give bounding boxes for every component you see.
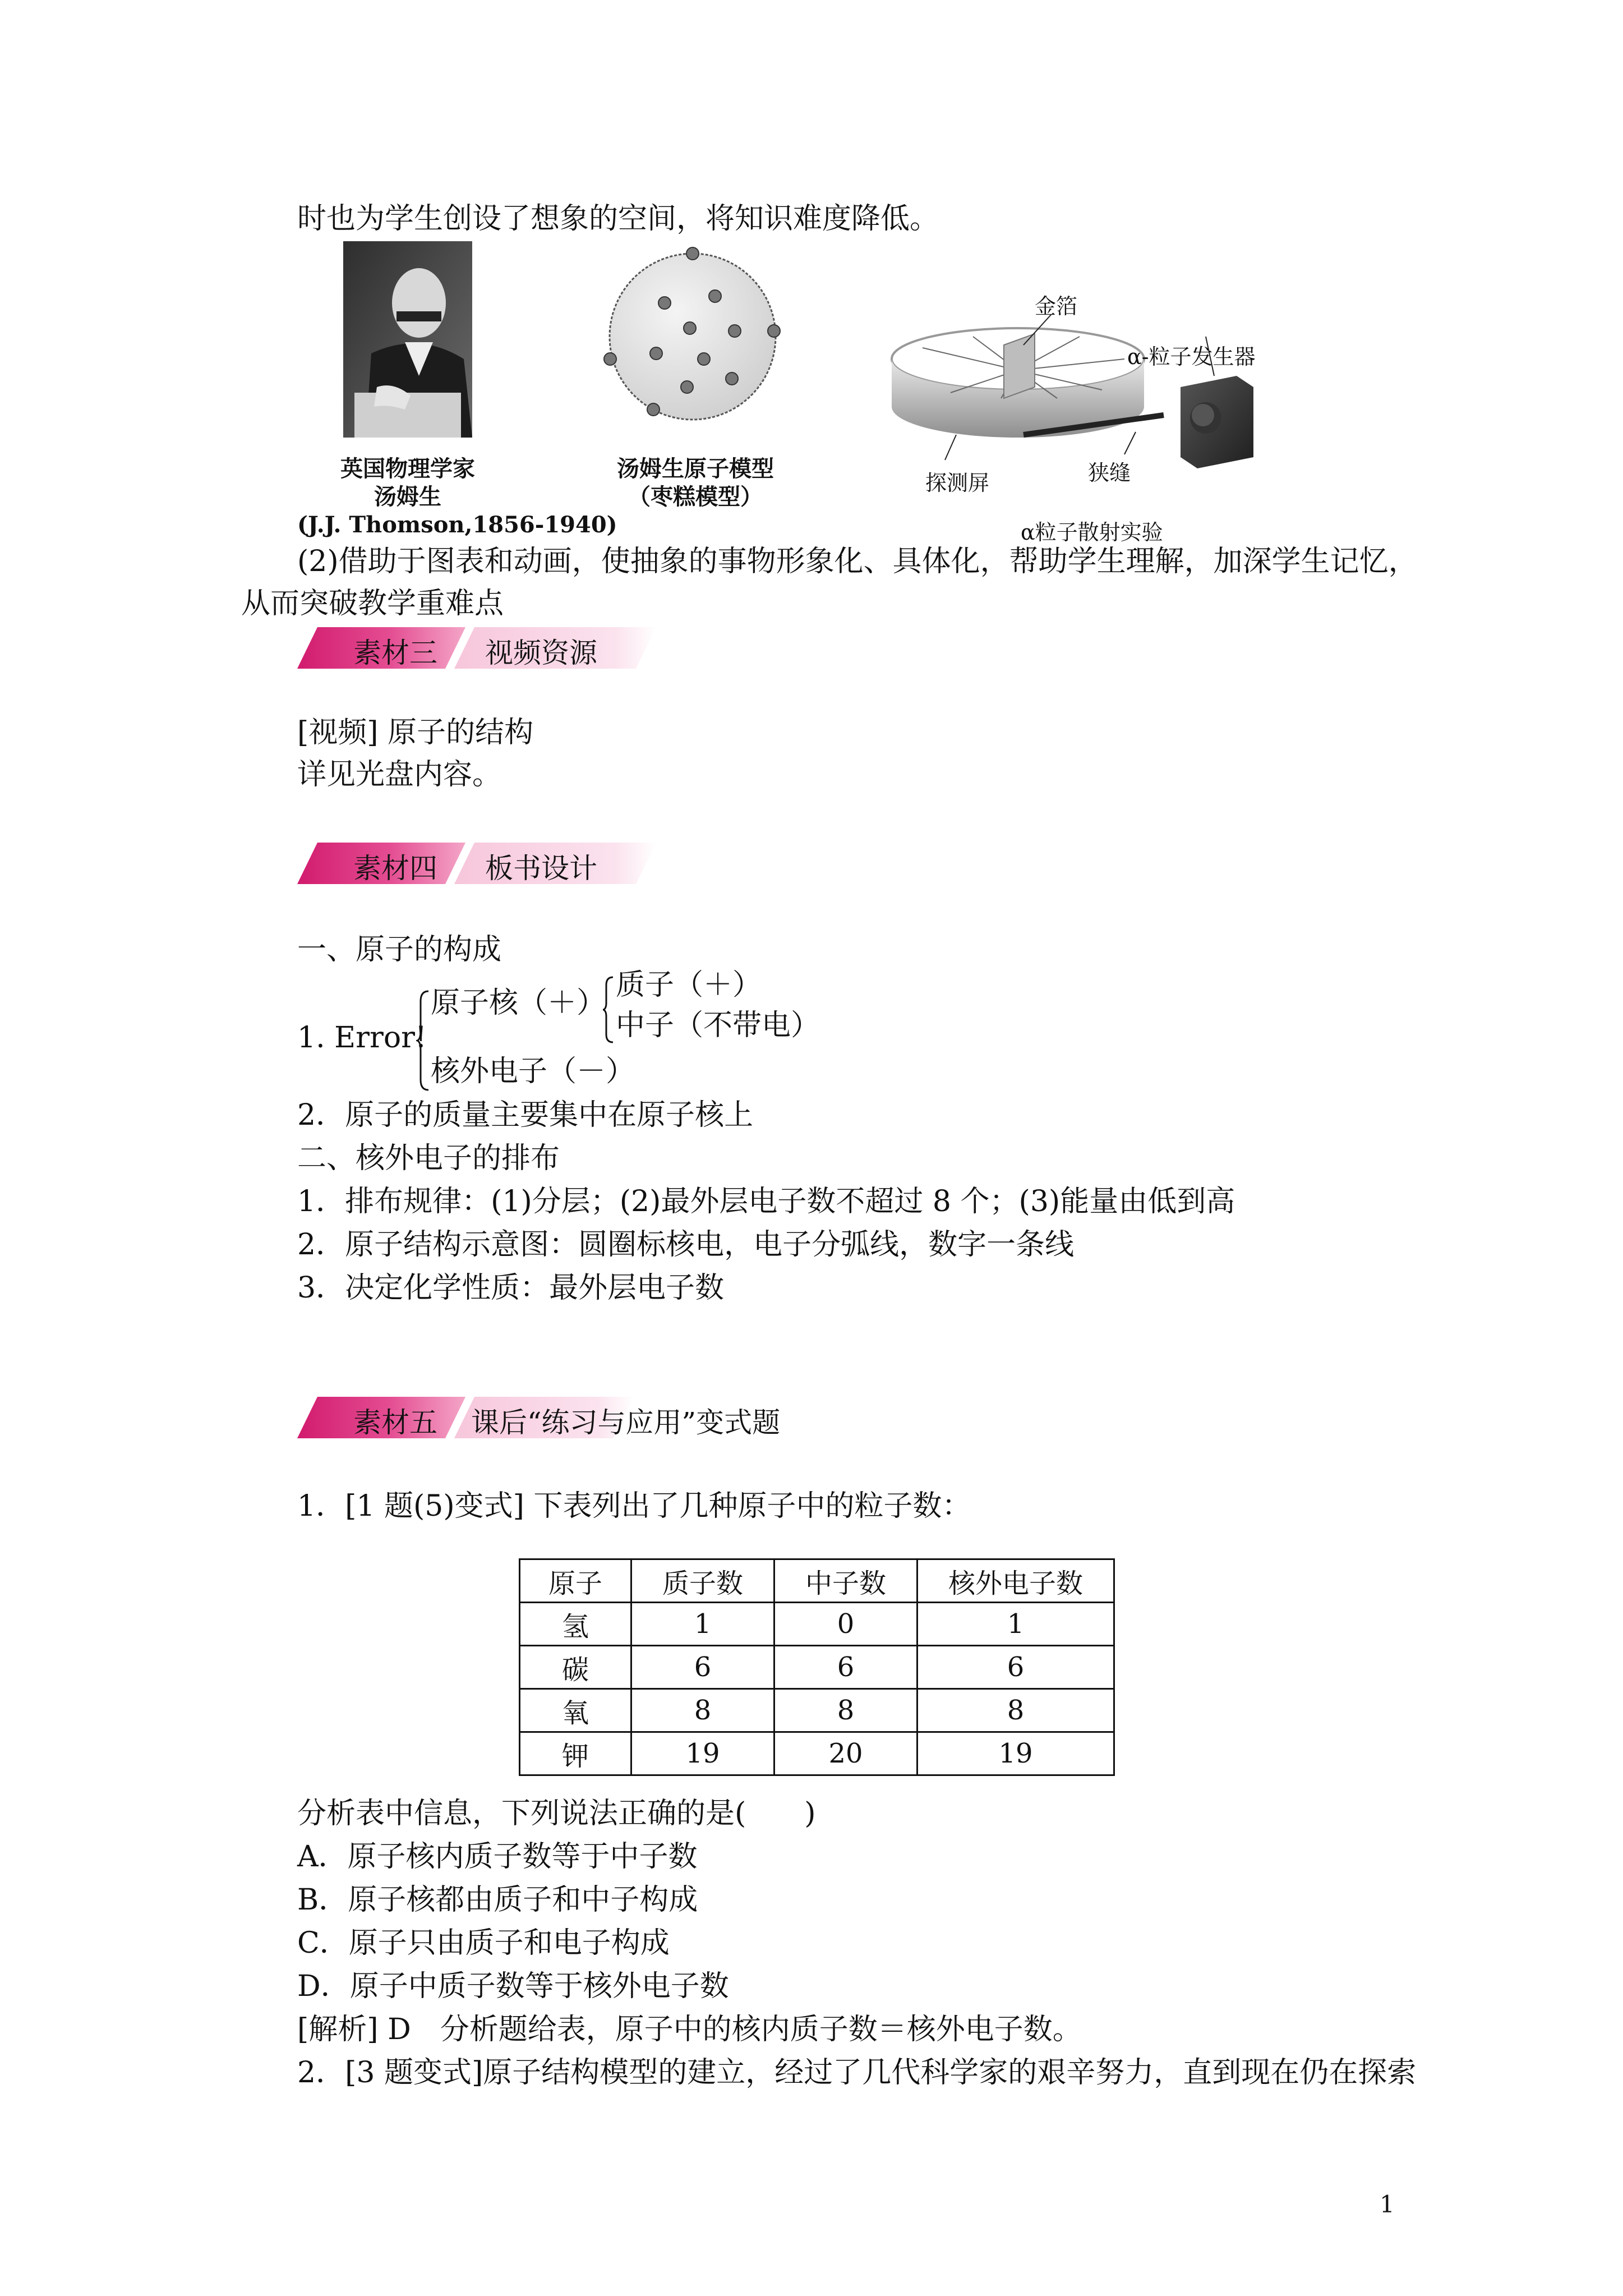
section3-title: 视频资源 [485, 637, 597, 669]
q1-ask: 分析表中信息，下列说法正确的是( ) [297, 1797, 816, 1830]
table-cell: 6 [917, 1646, 1114, 1689]
label-experiment-title: α粒子散射实验 [1021, 520, 1163, 545]
table-cell: 8 [774, 1689, 917, 1732]
thomson-portrait-image [343, 241, 472, 438]
section5-banner [297, 1397, 802, 1438]
section5-tag: 素材五 [353, 1406, 437, 1439]
table-cell: 19 [917, 1732, 1114, 1775]
board-electron: 核外电子（－） [431, 1055, 635, 1088]
thomson-caption-3: (J.J. Thomson,1856-1940) [297, 512, 617, 538]
thomson-caption-1: 英国物理学家 [340, 455, 475, 482]
board-proton: 质子（＋） [616, 968, 762, 1002]
table-cell: 1 [917, 1603, 1114, 1646]
table-cell: 8 [917, 1689, 1114, 1732]
video-line: [视频] 原子的结构 [297, 716, 534, 749]
table-cell: 19 [631, 1732, 774, 1775]
section4-title: 板书设计 [485, 852, 597, 885]
video-detail: 详见光盘内容。 [297, 758, 502, 792]
label-alpha-source: α-粒子发生器 [1127, 344, 1256, 369]
inner-brace [603, 976, 615, 1046]
section3-banner [297, 627, 634, 669]
table-cell: 6 [774, 1646, 917, 1689]
para2-line2: 从而突破教学重难点 [241, 587, 504, 620]
table-header-cell: 原子 [520, 1559, 631, 1603]
board-heading-2: 二、核外电子的排布 [297, 1142, 560, 1175]
board-item5: 3．决定化学性质：最外层电子数 [297, 1271, 725, 1305]
table-cell: 氧 [520, 1689, 631, 1732]
table-cell: 钾 [520, 1732, 631, 1775]
table-cell: 20 [774, 1732, 917, 1775]
table-cell: 8 [631, 1689, 774, 1732]
model-caption-1: 汤姆生原子模型 [617, 455, 774, 482]
alpha-scattering-apparatus-diagram [889, 314, 1259, 477]
board-item3: 1．排布规律：(1)分层；(2)最外层电子数不超过 8 个；(3)能量由低到高 [297, 1185, 1235, 1218]
board-neutron: 中子（不带电） [616, 1009, 820, 1042]
table-row [520, 1689, 1114, 1732]
table-header-cell: 核外电子数 [917, 1559, 1114, 1603]
intro-line: 时也为学生创设了想象的空间，将知识难度降低。 [297, 202, 939, 236]
table-header-cell: 中子数 [774, 1559, 917, 1603]
q1-option-a: A．原子核内质子数等于中子数 [297, 1840, 698, 1874]
table-cell: 氢 [520, 1603, 631, 1646]
q1-stem: 1．[1 题(5)变式] 下表列出了几种原子中的粒子数： [297, 1489, 971, 1523]
model-caption-2: （枣糕模型） [628, 484, 763, 510]
table-cell: 1 [631, 1603, 774, 1646]
table-row [520, 1732, 1114, 1775]
q1-option-d: D．原子中质子数等于核外电子数 [297, 1970, 729, 2003]
particle-table [519, 1558, 1115, 1776]
label-foil: 金箔 [1035, 294, 1078, 319]
section5-title: 课后“练习与应用”变式题 [471, 1406, 781, 1439]
board-item2: 2．原子的质量主要集中在原子核上 [297, 1098, 754, 1132]
q1-analysis: [解析] D 分析题给表，原子中的核内质子数＝核外电子数。 [297, 2013, 1082, 2046]
table-cell: 碳 [520, 1646, 631, 1689]
table-cell: 0 [774, 1603, 917, 1646]
board-item4: 2．原子结构示意图：圆圈标核电，电子分弧线，数字一条线 [297, 1228, 1075, 1262]
para2-line1: (2)借助于图表和动画，使抽象的事物形象化、具体化，帮助学生理解，加深学生记忆， [297, 545, 1418, 578]
section4-tag: 素材四 [353, 852, 437, 885]
board-nucleus: 原子核（＋） [431, 986, 606, 1020]
thomson-caption-2: 汤姆生 [374, 484, 441, 510]
q1-option-c: C．原子只由质子和电子构成 [297, 1926, 670, 1960]
section3-tag: 素材三 [353, 637, 437, 669]
table-header-row [520, 1559, 1114, 1603]
outer-brace [416, 990, 431, 1093]
board-heading-1: 一、原子的构成 [297, 933, 502, 967]
label-detector-screen: 探测屏 [925, 471, 990, 495]
table-row [520, 1603, 1114, 1646]
table-header-cell: 质子数 [631, 1559, 774, 1603]
q1-option-b: B．原子核都由质子和中子构成 [297, 1883, 698, 1917]
table-row [520, 1646, 1114, 1689]
q2-stem: 2．[3 题变式]原子结构模型的建立，经过了几代科学家的艰辛努力，直到现在仍在探索 [297, 2056, 1417, 2090]
page-number: 1 [1380, 2191, 1395, 2218]
board-item1-prefix: 1. Error! [297, 1021, 427, 1055]
table-cell: 6 [631, 1646, 774, 1689]
plum-pudding-model-diagram [603, 247, 782, 426]
section4-banner [297, 843, 634, 884]
label-slit: 狭缝 [1088, 461, 1131, 485]
